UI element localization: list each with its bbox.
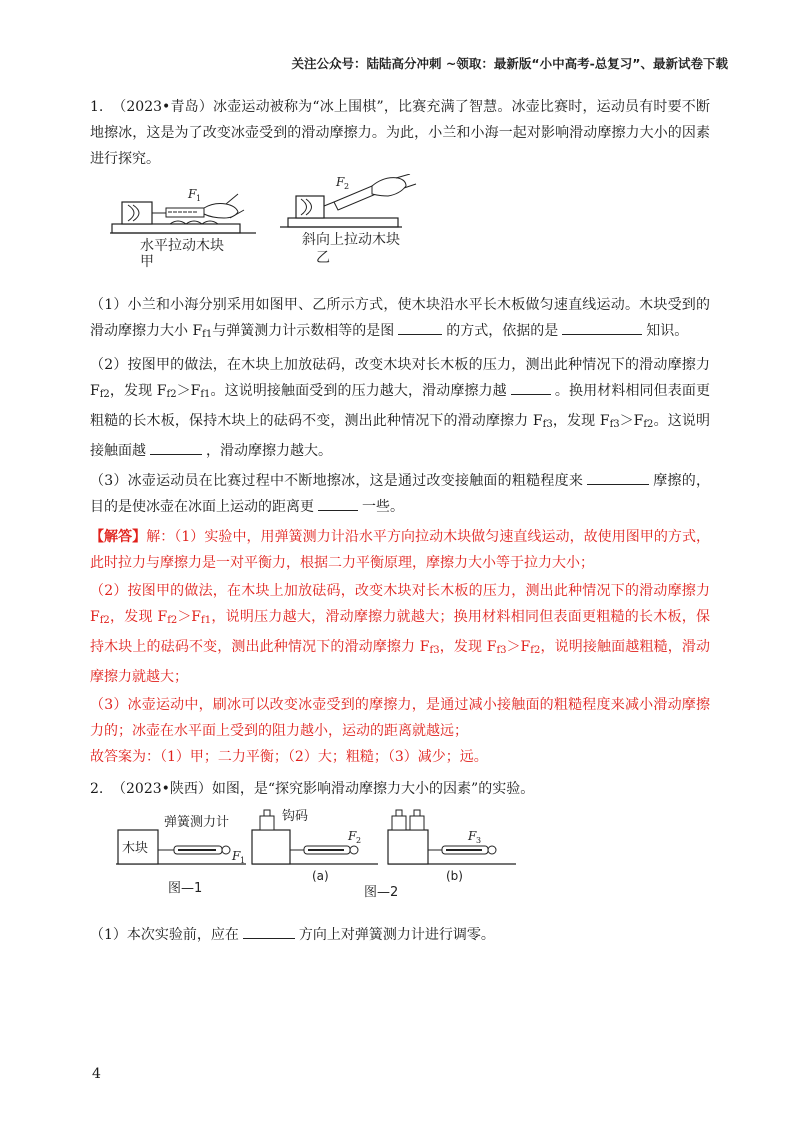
- caption-fig2: 图—2: [364, 885, 399, 900]
- weight-b2-body: [410, 816, 424, 830]
- spring-scale-a-ring: [350, 846, 358, 854]
- weight-a-body: [260, 816, 274, 830]
- q1-part3-blank2: [318, 496, 358, 511]
- label-b: (b): [446, 869, 463, 883]
- label-a: (a): [312, 869, 329, 883]
- q1-answer-part3: [90, 692, 710, 744]
- f2-sub: 2: [344, 182, 350, 191]
- board-yi: [288, 218, 398, 227]
- f1-sub: 1: [196, 194, 202, 203]
- q1-answer-part2-sub1: f2: [99, 615, 110, 626]
- q1-part1-text-b: 与弹簧测力计示数相等的是图: [212, 323, 395, 339]
- weight-a-top: [264, 810, 270, 816]
- fig2-f2-label: F: [348, 829, 357, 843]
- board-jia: [112, 224, 240, 233]
- page-number: 4: [92, 1066, 101, 1082]
- caption-jia-line1: 水平拉动木块: [140, 238, 224, 254]
- q1-part2-text-h: 。这说明接触面越: [90, 413, 710, 459]
- q2-figure: [90, 804, 710, 916]
- q2-stem: [90, 776, 710, 802]
- q1-answer-part2-text-d: ，说明压力越大，滑动摩擦力就越大；换用材料相同但表面更粗糙的长木板，保持木块上的砝码不变，测出此种情况下的滑动摩擦力 F: [90, 609, 710, 655]
- q1-part2-text-b: ，发现 F: [109, 383, 167, 399]
- q1-part2-text-a: （2）按图甲的做法，在木块上加放砝码，改变木块对长木板的压力，测出此种情况下的滑动摩擦力 F: [90, 357, 710, 399]
- weight-b1-top: [396, 810, 402, 816]
- weight-b1-body: [392, 816, 406, 830]
- q1-answer-part2-text-f: ＞F: [506, 639, 531, 655]
- q1-answer-part2-sub2: f2: [167, 615, 178, 626]
- q1-answer-part1-text: 解：（1）实验中，用弹簧测力计沿水平方向拉动木块做匀速直线运动，故使用图甲的方式，此时拉力与摩擦力是一对平衡力，根据二力平衡原理，摩擦力大小等于拉力大小；: [90, 529, 711, 571]
- q1-part2: [90, 352, 710, 464]
- fig-jia: [110, 187, 256, 270]
- spring-scale-label: 弹簧测力计: [164, 815, 230, 830]
- q1-part2-text-g: ＞F: [619, 413, 644, 429]
- q1-answer-part2-text-c: ＞F: [177, 609, 202, 625]
- q1-answer-part1: [90, 524, 710, 576]
- answer-tag: 【解答】: [90, 529, 147, 545]
- q1-part2-text-f: ，发现 F: [552, 413, 610, 429]
- q1-answer-part2: [90, 578, 710, 690]
- q1-part3-text-c: 一些。: [362, 499, 404, 515]
- q1-answer-part2-text-e: ，发现 F: [439, 639, 497, 655]
- q1-answer-part2-sub4: f3: [429, 645, 440, 656]
- caption-fig1: 图—1: [168, 881, 203, 896]
- fig-yi: [280, 174, 416, 266]
- q1-answer-part2-sub3: f1: [201, 615, 212, 626]
- q1-final-answer-text: 故答案为：（1）甲；二力平衡；（2）大；粗糙；（3）减少；远。: [90, 749, 488, 765]
- q1-part3-text-a: （3）冰壶运动员在比赛过程中不断地擦冰，这是通过改变接触面的粗糙程度来: [90, 473, 584, 489]
- caption-yi-line2: 乙: [316, 250, 330, 266]
- q1-part3-blank1: [587, 470, 649, 485]
- spring-scale-fig1-ring: [222, 846, 230, 854]
- q1-part2-text-c: ＞F: [176, 383, 201, 399]
- hand-yi: [372, 178, 406, 196]
- hook-yi: [324, 202, 334, 206]
- caption-yi-line1: 斜向上拉动木块: [302, 232, 400, 248]
- q1-part2-text-e: 。换用材料相同但表面更粗糙的长木板，保持木块上的砝码不变，测出此种情况下的滑动摩擦力 F: [90, 383, 710, 429]
- weight-label: 钩码: [282, 809, 309, 824]
- caption-jia-line2: 甲: [140, 254, 154, 270]
- fig2-2b: [388, 810, 516, 883]
- q1-part2-sub2: f2: [166, 389, 177, 400]
- fig2-f3-label: F: [468, 829, 477, 843]
- q1-part1: [90, 292, 710, 348]
- q2-part1-text-a: （1）本次实验前，应在: [90, 927, 239, 943]
- q1-figure: [90, 174, 710, 286]
- q1-answer-part2-sub6: f2: [530, 645, 541, 656]
- f2-label: F: [336, 175, 345, 189]
- q2-stem-text: （2023•陕西）如图，是“探究影响滑动摩擦力大小的因素”的实验。: [112, 781, 535, 797]
- q1-part1-text-a: （1）小兰和小海分别采用如图甲、乙所示方式，使木块沿水平长木板做匀速直线运动。木块受到的滑动摩擦力大小 F: [90, 297, 710, 339]
- block-a: [252, 830, 290, 864]
- q1-number: 1.: [90, 99, 104, 115]
- q1-part2-sub4: f3: [542, 419, 553, 430]
- q2-diagram: [116, 808, 536, 920]
- q1-part1-blank2: [562, 320, 642, 335]
- q1-part2-sub5: f3: [609, 419, 620, 430]
- q1-part2-text-d: 。这说明接触面受到的压力越大，滑动摩擦力越: [210, 383, 507, 399]
- q1-part1-text-d: 知识。: [646, 323, 689, 339]
- q2-number: 2.: [90, 781, 104, 797]
- spring-yi: [334, 186, 376, 210]
- q1-answer-part2-sub5: f3: [496, 645, 507, 656]
- q1-part2-sub1: f2: [99, 389, 110, 400]
- weight-b2-top: [414, 810, 420, 816]
- block-jia: [122, 202, 152, 224]
- q1-part2-sub6: f2: [643, 419, 654, 430]
- block-b: [388, 830, 428, 864]
- q1-part2-blank2: [150, 440, 202, 455]
- q2-part1: [90, 922, 710, 948]
- spring-scale-b-ring: [488, 846, 496, 854]
- page-content: [90, 94, 710, 948]
- fig2-f3-sub: 3: [476, 836, 482, 845]
- q1-part2-sub3: f1: [200, 389, 211, 400]
- page-header: 关注公众号：陆陆高分冲刺 ~领取：最新版“小中高考-总复习”、最新试卷下载: [291, 56, 728, 71]
- q1-diagram: [110, 174, 470, 286]
- fig2-f1-sub: 1: [240, 856, 246, 865]
- fig2-2a: [252, 809, 398, 900]
- q1-answer-part2-text-g: ，说明接触面越粗糙，滑动摩擦力就越大；: [90, 639, 710, 685]
- fig2-f2-sub: 2: [356, 836, 362, 845]
- q1-answer-part2-text-a: （2）按图甲的做法，在木块上加放砝码，改变木块对长木板的压力，测出此种情况下的滑动摩擦力 F: [90, 583, 710, 625]
- fig2-f1-label: F: [232, 849, 241, 863]
- q1-answer-part2-text-b: ，发现 F: [109, 609, 168, 625]
- q1-stem-text: （2023•青岛）冰壶运动被称为“冰上围棋”，比赛充满了智慧。冰壶比赛时，运动员有时要不断地擦冰，这是为了改变冰壶受到的滑动摩擦力。为此，小兰和小海一起对影响滑动摩擦力大小的因素进行探究。: [90, 99, 710, 167]
- q1-part2-blank1: [511, 380, 551, 395]
- wood-block-label: 木块: [122, 841, 149, 856]
- q2-part1-blank1: [243, 924, 295, 939]
- q1-part1-blank1: [398, 320, 442, 335]
- f1-label: F: [188, 187, 197, 201]
- q1-part1-sub: f1: [202, 329, 213, 340]
- q2-part1-text-b: 方向上对弹簧测力计进行调零。: [298, 927, 495, 943]
- q1-part3: [90, 468, 710, 520]
- q1-part3-text-b: 摩擦的，目的是使冰壶在冰面上运动的距离更: [90, 473, 711, 515]
- block-yi: [296, 196, 324, 218]
- q1-answer-part3-text: （3）冰壶运动中，刷冰可以改变冰壶受到的摩擦力，是通过减小接触面的粗糙程度来减小滑动摩擦力的；冰壶在水平面上受到的阻力越小，运动的距离就越远；: [90, 697, 710, 739]
- q1-part1-text-c: 的方式，依据的是: [446, 323, 559, 339]
- q1-final-answer: [90, 744, 710, 770]
- q1-part2-text-i: ，滑动摩擦力越大。: [206, 443, 332, 459]
- fig2-1: [116, 814, 246, 896]
- q1-stem: [90, 94, 710, 172]
